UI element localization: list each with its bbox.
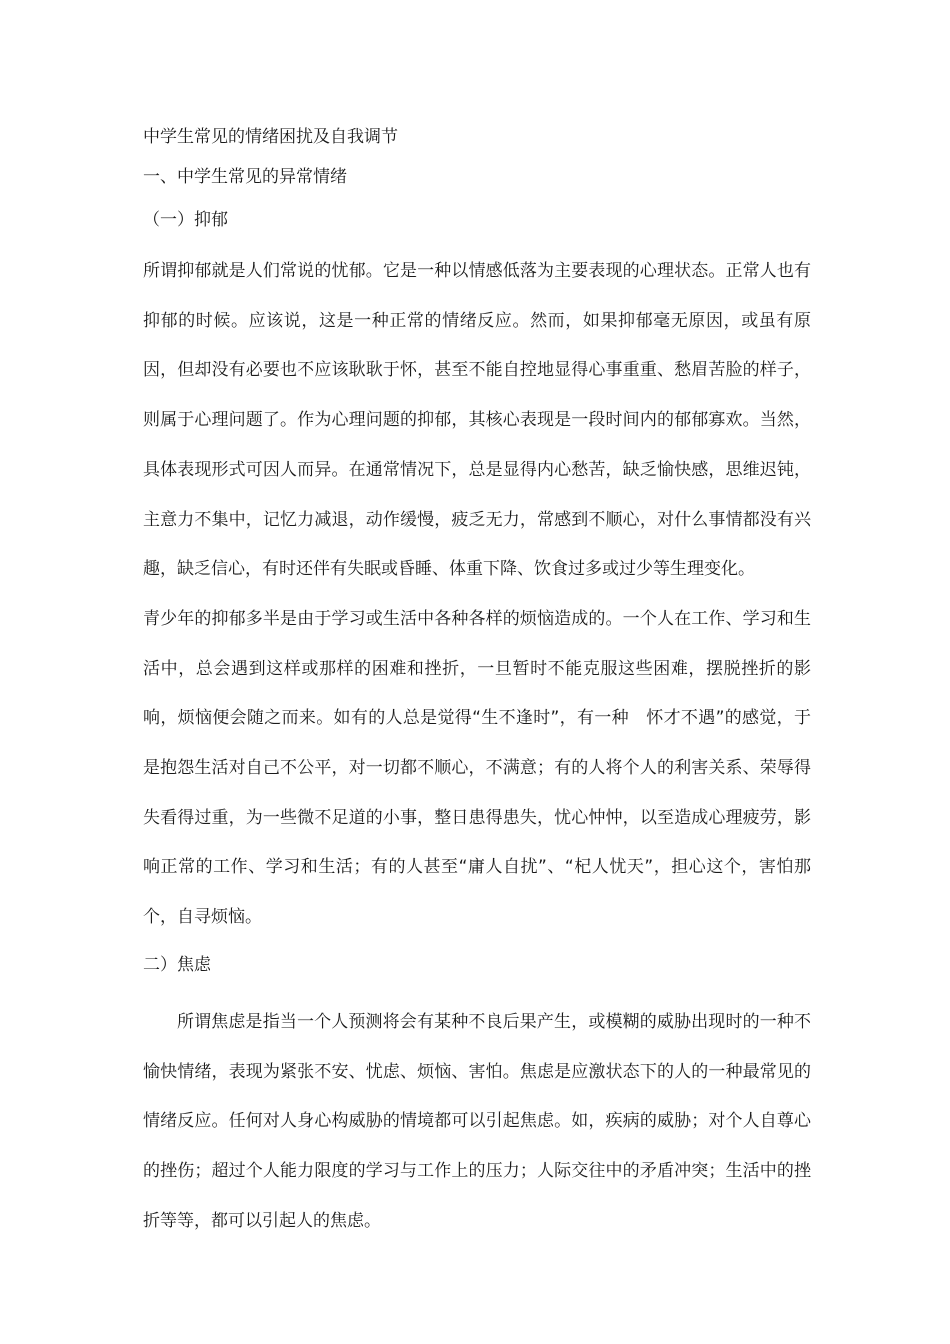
paragraph-depression-causes: 青少年的抑郁多半是由于学习或生活中各种各样的烦恼造成的。一个人在工作、学习和生活中，总会遇到这样或那样的困难和挫折，一旦暂时不能克服这些困难，摆脱挫折的影响，烦恼便会随之而来。如有的人总是觉得“生不逢时”，有一种 怀才不遇”的感觉，于是抱怨生活对自己不公平，对一切都不顺心，不满意；有的人将个人的利害关系、荣辱得失看得过重，为一些微不足道的小事，整日患得患失，忧心忡忡，以至造成心理疲劳，影响正常的工作、学习和生活；有的人甚至“庸人自扰”、“杞人忧天”，担心这个，害怕那个，自寻烦恼。 — [143, 608, 811, 928]
document-title: 中学生常见的情绪困扰及自我调节 — [143, 127, 398, 147]
paragraph-depression-definition: 所谓抑郁就是人们常说的忧郁。它是一种以情感低落为主要表现的心理状态。正常人也有抑郁的时候。应该说，这是一种正常的情绪反应。然而，如果抑郁毫无原因，或虽有原因，但却没有必要也不应该耿耿于怀，甚至不能自控地显得心事重重、愁眉苦脸的样子，则属于心理问题了。作为心理问题的抑郁，其核心表现是一段时间内的郁郁寡欢。当然，具体表现形式可因人而异。在通常情况下，总是显得内心愁苦，缺乏愉快感，思维迟钝，主意力不集中，记忆力减退，动作缓慢，疲乏无力，常感到不顺心，对什么事情都没有兴趣，缺乏信心，有时还伴有失眠或昏睡、体重下降、饮食过多或过少等生理变化。 — [143, 261, 811, 580]
document-body — [143, 124, 811, 1246]
subsection-heading-depression: （一）抑郁 — [143, 210, 228, 230]
section-heading-abnormal-emotions: 一、中学生常见的异常情绪 — [143, 167, 347, 187]
subsection-heading-anxiety: 二）焦虑 — [143, 954, 211, 975]
paragraph-anxiety-definition: 所谓焦虑是指当一个人预测将会有某种不良后果产生，或模糊的威胁出现时的一种不愉快情绪，表现为紧张不安、忧虑、烦恼、害怕。焦虑是应激状态下的人的一种最常见的情绪反应。任何对人身心构威胁的情境都可以引起焦虑。如，疾病的威胁；对个人自尊心的挫伤；超过个人能力限度的学习与工作上的压力；人际交往中的矛盾冲突；生活中的挫折等等，都可以引起人的焦虑。 — [143, 1011, 811, 1231]
